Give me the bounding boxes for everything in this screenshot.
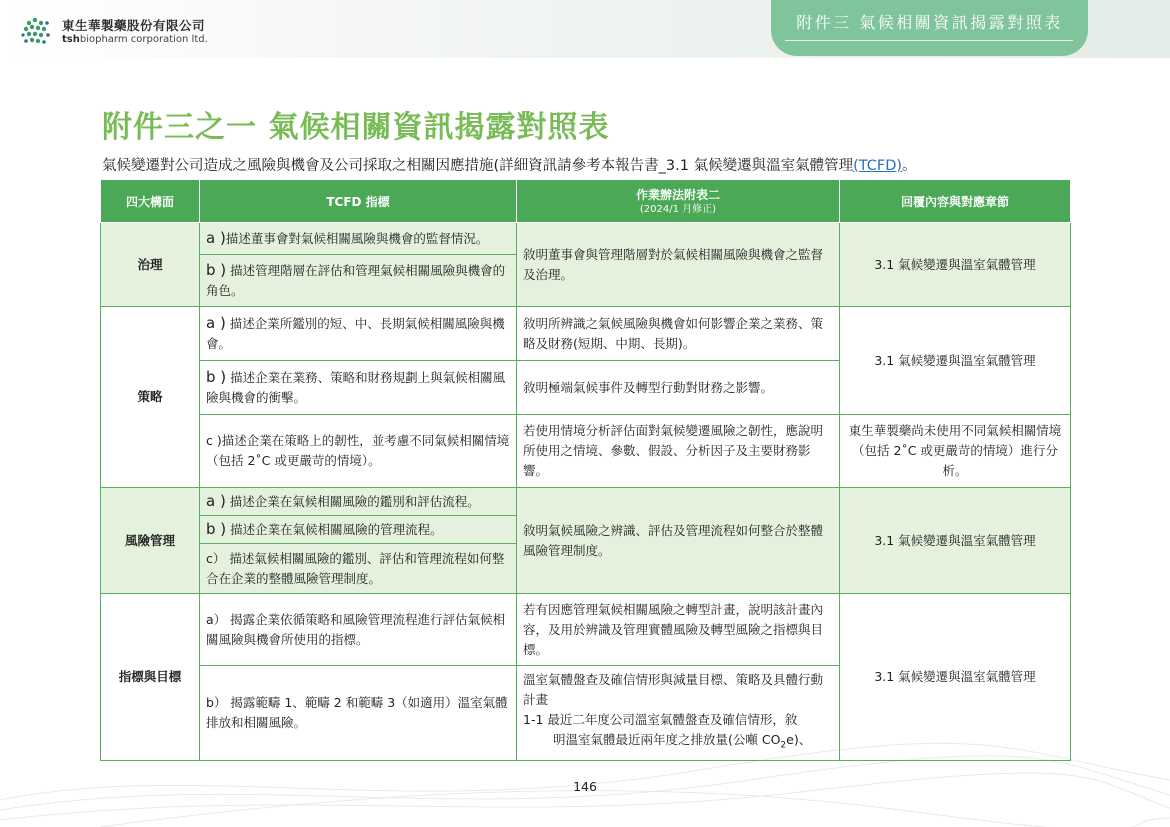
section-tab-title: 附件三 氣候相關資訊揭露對照表 bbox=[796, 13, 1063, 32]
metrics-req-b-line1: 溫室氣體盤查及確信情形與減量目標、策略及具體行動計畫 bbox=[523, 672, 824, 708]
dimension-governance: 治理 bbox=[101, 223, 200, 307]
tcfd-table bbox=[100, 179, 1071, 761]
section-tab-underline bbox=[785, 40, 1073, 41]
risk-requirement: 敘明氣候風險之辨識、評估及管理流程如何整合於整體風險管理制度。 bbox=[517, 488, 840, 594]
metrics-req-b-line3a: 明溫室氣體最近兩年度之排放量(公噸 CO bbox=[553, 732, 781, 748]
company-name-cn: 東生華製藥股份有限公司 bbox=[62, 18, 206, 33]
strategy-requirement-a: 敘明所辨識之氣候風險與機會如何影響企業之業務、策略及財務(短期、中期、長期)。 bbox=[517, 307, 840, 361]
strategy-response-c: 東生華製藥尚未使用不同氣候相關情境（包括 2˚C 或更嚴苛的情境）進行分析。 bbox=[840, 415, 1071, 488]
risk-indicator-b bbox=[200, 516, 517, 544]
governance-requirement: 敘明董事會與管理階層對於氣候相關風險與機會之監督及治理。 bbox=[517, 223, 840, 307]
strategy-indicator-b bbox=[200, 361, 517, 415]
company-name-en bbox=[62, 34, 208, 45]
strategy-b-text: 描述企業在業務、策略和財務規劃上與氣候相關風險與機會的衝擊。 bbox=[206, 370, 506, 405]
dimension-strategy: 策略 bbox=[101, 307, 200, 488]
table-row bbox=[101, 223, 1071, 255]
strategy-a-text: 描述企業所鑑別的短、中、長期氣候相關風險與機會。 bbox=[206, 316, 505, 351]
metrics-req-b-line3b: e)、 bbox=[786, 732, 812, 748]
subtitle-text: 氣候變遷對公司造成之風險與機會及公司採取之相關因應措施(詳細資訊請參考本報告書_3.1 氣候變遷與溫室氣體管理 bbox=[102, 158, 854, 174]
table-row bbox=[101, 594, 1071, 666]
logo-emblem-icon bbox=[20, 14, 56, 50]
header-response: 回覆內容與對應章節 bbox=[840, 180, 1071, 223]
strategy-indicator-a bbox=[200, 307, 517, 361]
strategy-requirement-b: 敘明極端氣候事件及轉型行動對財務之影響。 bbox=[517, 361, 840, 415]
header-requirement bbox=[517, 180, 840, 223]
company-logo bbox=[20, 14, 250, 54]
table-row bbox=[101, 488, 1071, 516]
strategy-b-mark: b ) bbox=[206, 368, 227, 386]
metrics-indicator-a: a） 揭露企業依循策略和風險管理流程進行評估氣候相關風險與機會所使用的指標。 bbox=[200, 594, 517, 666]
metrics-requirement-b bbox=[517, 666, 840, 761]
risk-b-mark: b ) bbox=[206, 520, 227, 538]
risk-response: 3.1 氣候變遷與溫室氣體管理 bbox=[840, 488, 1071, 594]
company-name-en-bold: tsh bbox=[62, 34, 80, 45]
strategy-response-ab: 3.1 氣候變遷與溫室氣體管理 bbox=[840, 307, 1071, 415]
dimension-risk-management: 風險管理 bbox=[101, 488, 200, 594]
header-tcfd: TCFD 指標 bbox=[200, 180, 517, 223]
strategy-indicator-c: c )描述企業在策略上的韌性，並考慮不同氣候相關情境（包括 2˚C 或更嚴苛的情境）。 bbox=[200, 415, 517, 488]
metrics-response: 3.1 氣候變遷與溫室氣體管理 bbox=[840, 594, 1071, 761]
subtitle-end: 。 bbox=[902, 158, 917, 174]
metrics-requirement-a: 若有因應管理氣候相關風險之轉型計畫，說明該計畫內容，及用於辨識及管理實體風險及轉型風險之指標與目標。 bbox=[517, 594, 840, 666]
tcfd-link[interactable]: (TCFD) bbox=[853, 158, 903, 174]
section-tab bbox=[771, 0, 1088, 56]
governance-indicator-a bbox=[200, 223, 517, 255]
dimension-metrics-targets: 指標與目標 bbox=[101, 594, 200, 761]
metrics-indicator-b: b） 揭露範疇 1、範疇 2 和範疇 3（如適用）溫室氣體排放和相關風險。 bbox=[200, 666, 517, 761]
page-number: 146 bbox=[573, 779, 597, 794]
risk-indicator-a bbox=[200, 488, 517, 516]
metrics-req-b-line2: 1-1 最近二年度公司溫室氣體盤查及確信情形，敘 bbox=[523, 712, 798, 728]
risk-b-text: 描述企業在氣候相關風險的管理流程。 bbox=[226, 522, 443, 537]
risk-indicator-c: c） 描述氣候相關風險的鑑別、評估和管理流程如何整合在企業的整體風險管理制度。 bbox=[200, 544, 517, 594]
governance-indicator-b bbox=[200, 255, 517, 307]
governance-response: 3.1 氣候變遷與溫室氣體管理 bbox=[840, 223, 1071, 307]
governance-b-text: 描述管理階層在評估和管理氣候相關風險與機會的角色。 bbox=[206, 263, 506, 298]
strategy-a-mark: a ) bbox=[206, 314, 226, 332]
metrics-req-b-line3 bbox=[523, 730, 833, 756]
table-row bbox=[101, 415, 1071, 488]
metrics-req-b-sub: 2 bbox=[780, 740, 787, 751]
table-row bbox=[101, 307, 1071, 361]
header-requirement-date: (2024/1 月修正) bbox=[639, 203, 717, 215]
page-title: 附件三之一 氣候相關資訊揭露對照表 bbox=[102, 110, 610, 145]
strategy-requirement-c: 若使用情境分析評估面對氣候變遷風險之韌性，應說明所使用之情境、參數、假設、分析因子及主要財務影響。 bbox=[517, 415, 840, 488]
risk-a-mark: a ) bbox=[206, 492, 226, 510]
table-header-row bbox=[101, 180, 1071, 223]
header-requirement-title: 作業辦法附表二 bbox=[635, 187, 720, 202]
header-dimension: 四大構面 bbox=[101, 180, 200, 223]
company-name-en-rest: biopharm corporation ltd. bbox=[79, 34, 208, 45]
risk-a-text: 描述企業在氣候相關風險的鑑別和評估流程。 bbox=[225, 494, 480, 509]
governance-a-text: 描述董事會對氣候相關風險與機會的監督情況。 bbox=[225, 231, 489, 246]
governance-a-mark: a ) bbox=[206, 229, 226, 247]
governance-b-mark: b ) bbox=[206, 261, 227, 279]
page-subtitle bbox=[102, 154, 917, 175]
